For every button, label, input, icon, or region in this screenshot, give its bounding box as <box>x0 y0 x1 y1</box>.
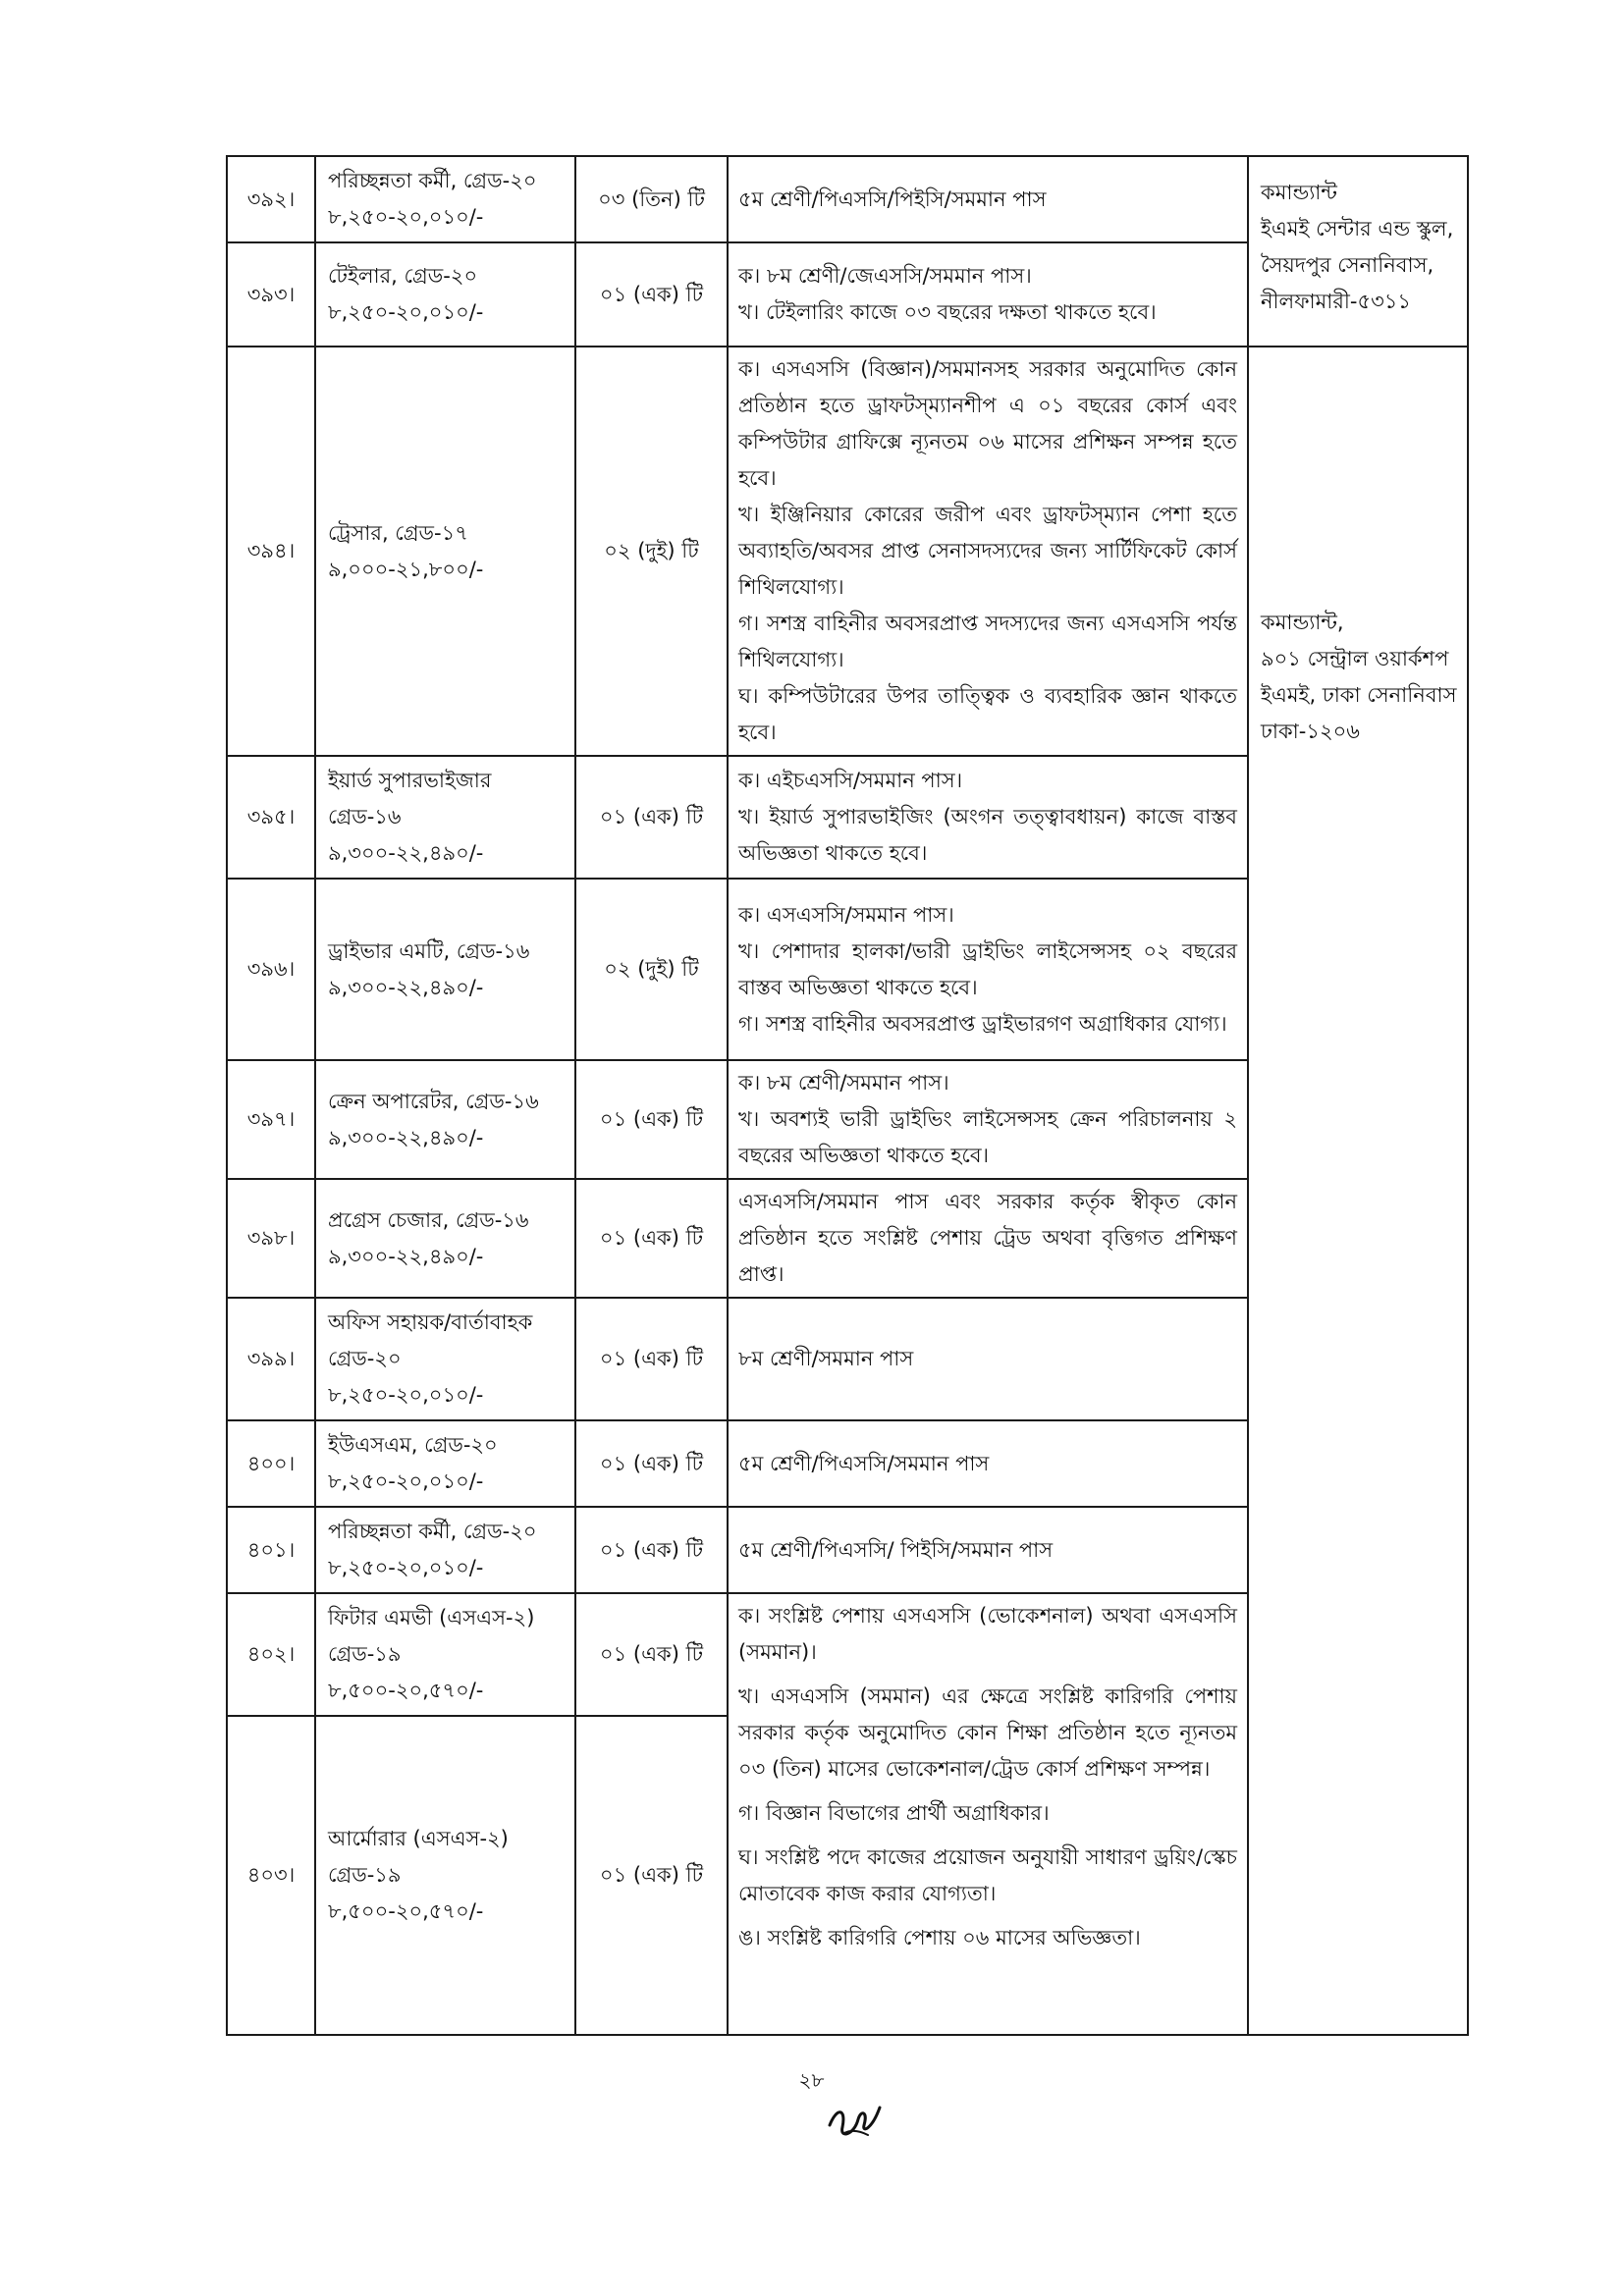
qualification: ৫ম শ্রেণী/পিএসসি/পিইসি/সমমান পাস <box>728 156 1248 242</box>
qualification: ৫ম শ্রেণী/পিএসসি/সমমান পাস <box>728 1420 1248 1507</box>
serial-number: ৪০১। <box>227 1507 315 1593</box>
signature-mark <box>825 2096 884 2145</box>
post-name: প্রগ্রেস চেজার, গ্রেড-১৬ ৯,৩০০-২২,৪৯০/- <box>315 1179 575 1298</box>
qualification: ক। ৮ম শ্রেণী/সমমান পাস। খ। অবশ্যই ভারী ড্রাইভিং লাইসেন্সসহ ক্রেন পরিচালনায় ২ বছরের অভিজ্ঞতা থাকতে হবে। <box>728 1060 1248 1179</box>
post-count: ০১ (এক) টি <box>575 1179 728 1298</box>
table-row <box>227 156 1468 242</box>
post-name: ট্রেসার, গ্রেড-১৭ ৯,০০০-২১,৮০০/- <box>315 347 575 756</box>
post-count: ০১ (এক) টি <box>575 1298 728 1420</box>
post-name: ক্রেন অপারেটর, গ্রেড-১৬ ৯,৩০০-২২,৪৯০/- <box>315 1060 575 1179</box>
qualification: ক। এইচএসসি/সমমান পাস। খ। ইয়ার্ড সুপারভাইজিং (অংগন তত্ত্বাবধায়ন) কাজে বাস্তব অভিজ্ঞতা থাকতে হবে। <box>728 756 1248 879</box>
post-count: ০১ (এক) টি <box>575 1420 728 1507</box>
serial-number: ৩৯৯। <box>227 1298 315 1420</box>
serial-number: ৪০৩। <box>227 1716 315 2035</box>
qualification: এসএসসি/সমমান পাস এবং সরকার কর্তৃক স্বীকৃত কোন প্রতিষ্ঠান হতে সংশ্লিষ্ট পেশায় ট্রেড অথবা বৃত্তিগত প্রশিক্ষণ প্রাপ্ত। <box>728 1179 1248 1298</box>
serial-number: ৪০২। <box>227 1593 315 1716</box>
office-address-dhaka-workshop: কমান্ড্যান্ট, ৯০১ সেন্ট্রাল ওয়ার্কশপ ইএমই, ঢাকা সেনানিবাস ঢাকা-১২০৬ <box>1248 347 1468 2035</box>
serial-number: ৪০০। <box>227 1420 315 1507</box>
page-number: ২৮ <box>798 2068 825 2092</box>
serial-number: ৩৯৮। <box>227 1179 315 1298</box>
post-name: পরিচ্ছন্নতা কর্মী, গ্রেড-২০ ৮,২৫০-২০,০১০/- <box>315 1507 575 1593</box>
qualification-shared: ক। সংশ্লিষ্ট পেশায় এসএসসি (ভোকেশনাল) অথবা এসএসসি (সমমান)। খ। এসএসসি (সমমান) এর ক্ষেত্রে সংশ্লিষ্ট কারিগরি পেশায় সরকার কর্তৃক অনুমোদিত কোন শিক্ষা প্রতিষ্ঠান হতে ন্যূনতম ০৩ (তিন) মাসের ভোকেশনাল/ট্রেড কোর্স প্রশিক্ষণ সম্পন্ন। গ। বিজ্ঞান বিভাগের প্রার্থী অগ্রাধিকার। ঘ। সংশ্লিষ্ট পদে কাজের প্রয়োজন অনুযায়ী সাধারণ ড্রয়িং/স্কেচ মোতাবেক কাজ করার যোগ্যতা। ঙ। সংশ্লিষ্ট কারিগরি পেশায় ০৬ মাসের অভিজ্ঞতা। <box>728 1593 1248 2035</box>
post-name: ইয়ার্ড সুপারভাইজার গ্রেড-১৬ ৯,৩০০-২২,৪৯০/- <box>315 756 575 879</box>
serial-number: ৩৯৭। <box>227 1060 315 1179</box>
recruitment-table <box>226 155 1469 2036</box>
serial-number: ৩৯৫। <box>227 756 315 879</box>
post-name: পরিচ্ছন্নতা কর্মী, গ্রেড-২০ ৮,২৫০-২০,০১০/- <box>315 156 575 242</box>
serial-number: ৩৯৬। <box>227 879 315 1060</box>
post-name: ইউএসএম, গ্রেড-২০ ৮,২৫০-২০,০১০/- <box>315 1420 575 1507</box>
post-count: ০২ (দুই) টি <box>575 347 728 756</box>
post-count: ০১ (এক) টি <box>575 1507 728 1593</box>
serial-number: ৩৯২। <box>227 156 315 242</box>
post-count: ০১ (এক) টি <box>575 1593 728 1716</box>
serial-number: ৩৯৩। <box>227 242 315 347</box>
post-count: ০২ (দুই) টি <box>575 879 728 1060</box>
post-count: ০১ (এক) টি <box>575 1060 728 1179</box>
recruitment-table-page <box>226 155 1467 2036</box>
qualification: ৮ম শ্রেণী/সমমান পাস <box>728 1298 1248 1420</box>
qualification: ক। এসএসসি (বিজ্ঞান)/সমমানসহ সরকার অনুমোদিত কোন প্রতিষ্ঠান হতে ড্রাফটস্‌ম্যানশীপ এ ০১ বছরের কোর্স এবং কম্পিউটার গ্রাফিক্সে ন্যূনতম ০৬ মাসের প্রশিক্ষন সম্পন্ন হতে হবে। খ। ইঞ্জিনিয়ার কোরের জরীপ এবং ড্রাফটস্‌ম্যান পেশা হতে অব্যাহতি/অবসর প্রাপ্ত সেনাসদস্যদের জন্য সার্টিফিকেট কোর্স শিথিলযোগ্য। গ। সশস্ত্র বাহিনীর অবসরপ্রাপ্ত সদস্যদের জন্য এসএসসি পর্যন্ত শিথিলযোগ্য। ঘ। কম্পিউটারের উপর তাত্ত্বিক ও ব্যবহারিক জ্ঞান থাকতে হবে। <box>728 347 1248 756</box>
qualification: ক। ৮ম শ্রেণী/জেএসসি/সমমান পাস। খ। টেইলারিং কাজে ০৩ বছরের দক্ষতা থাকতে হবে। <box>728 242 1248 347</box>
qualification: ক। এসএসসি/সমমান পাস। খ। পেশাদার হালকা/ভারী ড্রাইভিং লাইসেন্সসহ ০২ বছরের বাস্তব অভিজ্ঞতা থাকতে হবে। গ। সশস্ত্র বাহিনীর অবসরপ্রাপ্ত ড্রাইভারগণ অগ্রাধিকার যোগ্য। <box>728 879 1248 1060</box>
post-name: আর্মোরার (এসএস-২) গ্রেড-১৯ ৮,৫০০-২০,৫৭০/- <box>315 1716 575 2035</box>
qualification: ৫ম শ্রেণী/পিএসসি/ পিইসি/সমমান পাস <box>728 1507 1248 1593</box>
post-name: টেইলার, গ্রেড-২০ ৮,২৫০-২০,০১০/- <box>315 242 575 347</box>
post-count: ০১ (এক) টি <box>575 756 728 879</box>
post-count: ০১ (এক) টি <box>575 1716 728 2035</box>
post-name: ড্রাইভার এমটি, গ্রেড-১৬ ৯,৩০০-২২,৪৯০/- <box>315 879 575 1060</box>
table-row <box>227 347 1468 756</box>
post-name: অফিস সহায়ক/বার্তাবাহক গ্রেড-২০ ৮,২৫০-২০,০১০/- <box>315 1298 575 1420</box>
office-address-saidpur: কমান্ড্যান্ট ইএমই সেন্টার এন্ড স্কুল, সৈয়দপুর সেনানিবাস, নীলফামারী-৫৩১১ <box>1248 156 1468 347</box>
post-count: ০১ (এক) টি <box>575 242 728 347</box>
post-name: ফিটার এমভী (এসএস-২) গ্রেড-১৯ ৮,৫০০-২০,৫৭০/- <box>315 1593 575 1716</box>
post-count: ০৩ (তিন) টি <box>575 156 728 242</box>
serial-number: ৩৯৪। <box>227 347 315 756</box>
